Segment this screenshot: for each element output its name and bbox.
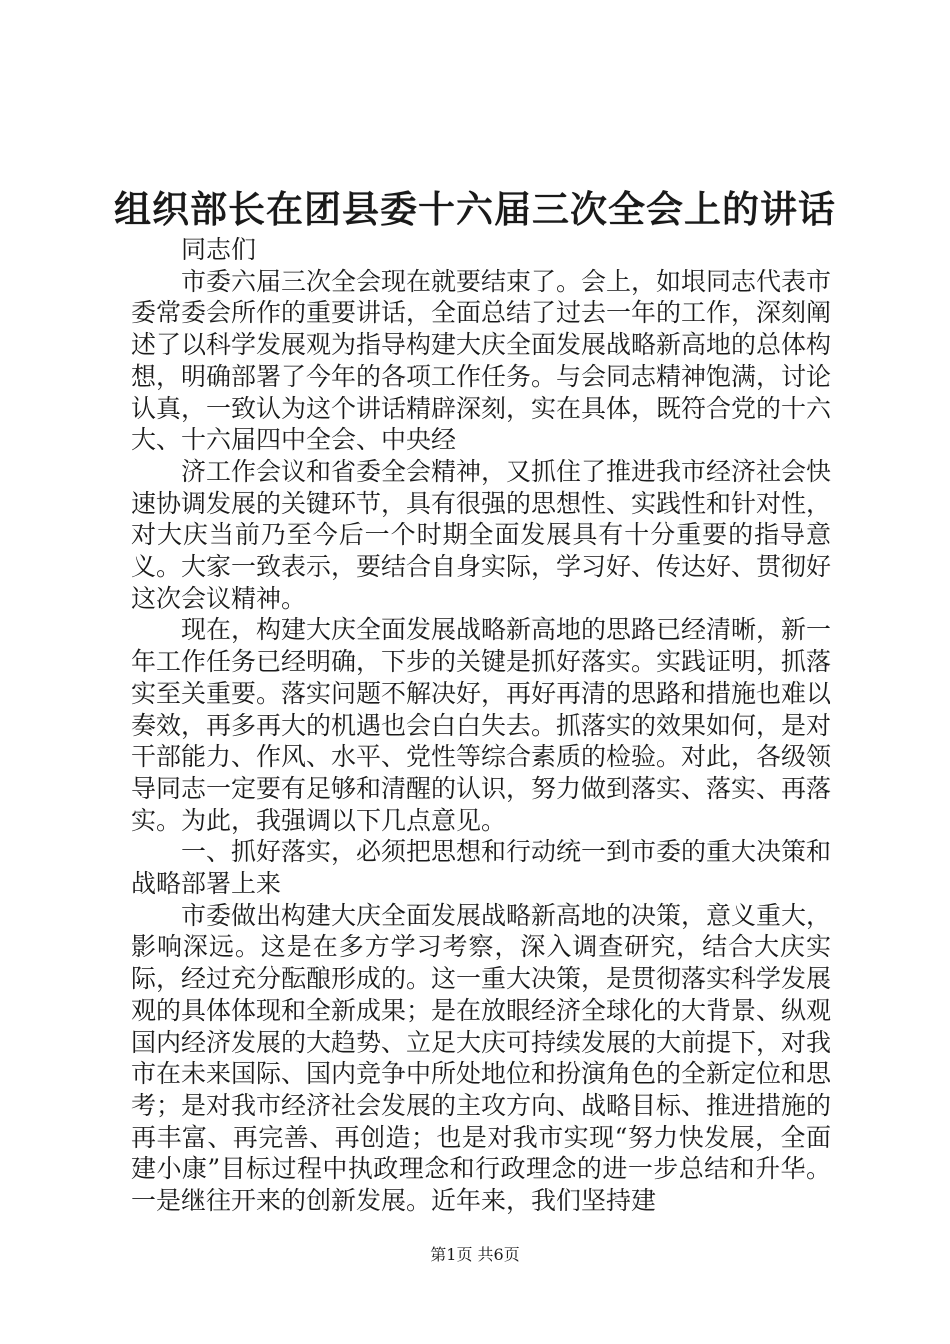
paragraph: 现在，构建大庆全面发展战略新高地的思路已经清晰，新一年工作任务已经明确，下步的关键是抓好落实。实践证明，抓落实至关重要。落实问题不解决好，再好再清的思路和措施也难以奏效，再多再大的机遇也会白白失去。抓落实的效果如何，是对干部能力、作风、水平、党性等综合素质的检验。对此，各级领导同志一定要有足够和清醒的认识，努力做到落实、落实、再落实。为此，我强调以下几点意见。	[131, 615, 832, 835]
document-title: 组织部长在团县委十六届三次全会上的讲话	[114, 187, 836, 231]
salutation: 同志们	[181, 235, 257, 264]
paragraph: 济工作会议和省委全会精神，又抓住了推进我市经济社会快速协调发展的关键环节，具有很强的思想性、实践性和针对性，对大庆当前乃至今后一个时期全面发展具有十分重要的指导意义。大家一致表示，要结合自身实际，学习好、传达好、贯彻好这次会议精神。	[131, 456, 832, 613]
paragraph: 市委六届三次全会现在就要结束了。会上，如垠同志代表市委常委会所作的重要讲话，全面总结了过去一年的工作，深刻阐述了以科学发展观为指导构建大庆全面发展战略新高地的总体构想，明确部署了今年的各项工作任务。与会同志精神饱满，讨论认真，一致认为这个讲话精辟深刻，实在具体，既符合党的十六大、十六届四中全会、中央经	[131, 266, 832, 455]
document-body	[131, 234, 831, 1217]
section-heading: 一、抓好落实，必须把思想和行动统一到市委的重大决策和战略部署上来	[131, 837, 832, 899]
paragraph: 市委做出构建大庆全面发展战略新高地的决策，意义重大，影响深远。这是在多方学习考察，深入调查研究，结合大庆实际，经过充分酝酿形成的。这一重大决策，是贯彻落实科学发展观的具体体现和全新成果；是在放眼经济全球化的大背景、纵观国内经济发展的大趋势、立足大庆可持续发展的大前提下，对我市在未来国际、国内竞争中所处地位和扮演角色的全新定位和思考；是对我市经济社会发展的主攻方向、战略目标、推进措施的再丰富、再完善、再创造；也是对我市实现“努力快发展，全面建小康”目标过程中执政理念和行政理念的进一步总结和升华。一是继往开来的创新发展。近年来，我们坚持建	[131, 900, 832, 1216]
page-footer: 第1页 共6页	[430, 1245, 520, 1264]
